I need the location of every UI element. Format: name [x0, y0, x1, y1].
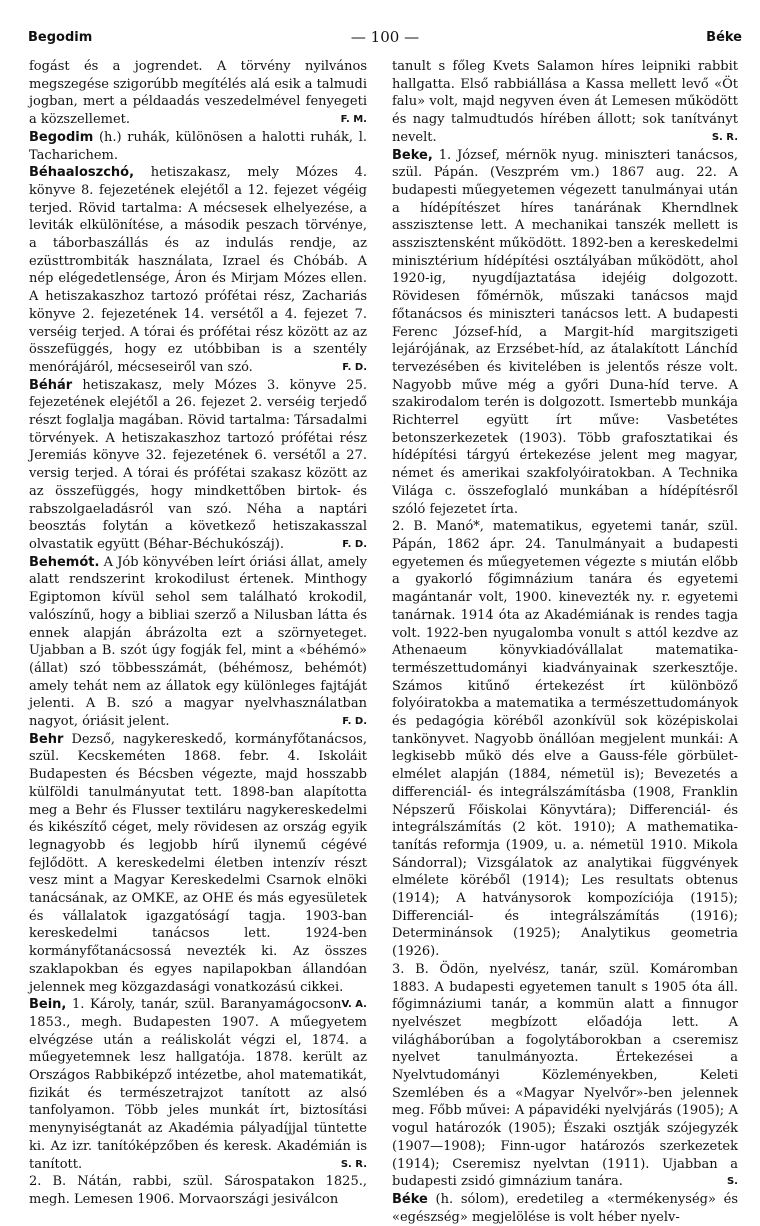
entry-bekehsolom: [392, 1191, 738, 1226]
author-signature: S.: [726, 1176, 738, 1188]
page-header: [28, 30, 742, 52]
entry-begodim: [29, 129, 367, 164]
entry-behemot: [29, 554, 367, 731]
left-column: [29, 58, 367, 1209]
entry-intro: [29, 58, 367, 129]
entry-text: tanult s főleg Kvets Salamon híres leipniki rabbit hallgatta. Első rabbiállása a Kassa mellett levő «Öt falu» volt, majd negyven éven át Lemesen működött és nagy talmudtudós hírében állott; sok tanítványt nevelt.: [392, 59, 738, 145]
entry-behaaloszcho: [29, 164, 367, 376]
entry-beke3: [392, 961, 738, 1191]
entry-text: (h. sólom), eredetileg a «termékenység» és «egészség» megjelölése is volt héber nyelv-: [392, 1192, 738, 1225]
entry-beke2: [392, 518, 738, 961]
entry-bein: [29, 996, 367, 1173]
entry-text: Dezső, nagykereskedő, kormányfőtanácsos, szül. Kecskeméten 1868. febr. 4. Iskoláit Budapesten és Bécsben végezte, majd hosszabb külföldi tanulmányutat tett. 1898-ban alapította meg a Behr és Flusser textiláru nagykereskedelmi és kikészítő céget, mely rövidesen az ország egyik legnagyobb és legjobb hírű ilynemű cégévé fejlődött. A kereskedelmi életben intenzív részt vesz mint a Magyar Kereskedelmi Csarnok elnöki tanácsának, az OMKE, az OHE és más egyesületek és vállalatok igazgatóságí tagja. 1903-ban kereskedelmi tanácsos lett. 1924-ben kormányfőtanácsossá nevezték ki. Az összes szaklapokban és egyes napilapokban állandóan jelennek meg közgazdasági vonatkozású cikkei.: [29, 731, 367, 995]
entry-headword: Behr: [29, 731, 64, 747]
entry-headword: Begodim: [29, 129, 94, 145]
entry-text: 1. Károly, tanár, szül. Baranyamágocson 1853., megh. Budapesten 1907. A műegyetem elvégzése után a reáliskolát végzi el, 1874. a műegyetemnek lesz hallgatója. 1878. került az Országos Rabbiképző intézetbe, ahol matematikát, fizikát és természetrajzot tanított az alsó tanfolyamon. Több jeles munkát írt, biztosítási menynyiségtanát az Akadémia pályadíjjal tüntette ki. Az izr. tanítóképzőben és keresk. Akadémián is tanított.: [29, 997, 367, 1172]
author-signature: F. D.: [342, 538, 367, 550]
entry-text: (h.) ruhák, különösen a halotti ruhák, l. Tacharichem.: [29, 129, 367, 163]
entry-beke1: [392, 147, 738, 519]
entry-text: 2. B. Nátán, rabbi, szül. Sárospatakon 1825., megh. Lemesen 1906. Morvaországi jesiválcon: [29, 1174, 367, 1207]
entry-headword: Béhár: [29, 377, 73, 393]
author-signature: F. M.: [340, 114, 367, 126]
entry-text: hetiszakasz, mely Mózes 4. könyve 8. fejezetének elejétől a 12. fejezet végéig terjed. Rövid tartalma: A mécsesek elhelyezése, a leviták elkülönítése, a második peszach törvénye, a táborbaszállás és az indulás rendje, az ezüsttrombiták használata, Izrael és Chóbáb. A nép elégedetlensége, Áron és Mirjam Mózes ellen. A hetiszakaszhoz tartozó prófétai rész, Zachariás könyve 2. fejezetének 14. versétől a 4. fejezet 7. verséig terjed. A tórai és prófétai rész között az az összefüggés, hogy ez utóbbiban is a szentély menórájáról, mécseseiről van szó.: [29, 165, 367, 375]
author-signature: S. R.: [340, 1158, 367, 1170]
right-column: [392, 58, 738, 1226]
author-signature: V. A.: [341, 999, 367, 1011]
entry-text: A Jób könyvében leírt óriási állat, amely alatt rendszerint krokodilust értenek. Minthogy Egiptomon kívül sehol sem található krokodil, valószínű, hogy a bibliai szerző a Nilusban látta és ennek alapján ábrázolta ezt a szörnyeteget. Ujabban a B. szót úgy fogják fel, mint a «béhémó» (állat) szó többesszámát, (béhémosz, behémót) amely tehát nem az állatok egy különleges fajtáját jelenti. A B. szó a magyar nyelvhasználatban nagyot, óriásit jelent.: [29, 554, 367, 730]
entry-headword: Behemót.: [29, 554, 100, 570]
entry-text: 3. B. Ödön, nyelvész, tanár, szül. Komáromban 1883. A budapesti egyetemen tanult s 1905 óta áll. főgimnáziumi tanár, a kommün alatt a finnugor nyelvészet megbízott előadója lett. A világháborúban a fogolytáborokban a cseremisz nyelvet tanulmányozta. Értekezései a Nyelvtudományi Közleményekben, Keleti Szemlében és a «Magyar Nyelvőr»-ben jelennek meg. Főbb művei: A pápavidéki nyelvjárás (1905); A vogul határozók (1905); Északi osztják szójegyzék (1907—1908); Finn-ugor határozós szerkezetek (1914); Cseremisz nyelvtan (1911). Ujabban a budapesti zsidó gimnázium tanára.: [392, 961, 738, 1190]
header-right-catchword: Béke: [706, 30, 742, 45]
entry-headword: Béhaaloszchó,: [29, 165, 135, 181]
entry-text: fogást és a jogrendet. A törvény nyilvános megszegése szigorúbb megítélés alá esik a talmudi jogban, mert a példaadás veszedelmével fenyegeti a közszellemet.: [29, 59, 367, 128]
entry-behar: [29, 377, 367, 554]
entry-headword: Bein,: [29, 997, 67, 1013]
page-number: — 100 —: [350, 28, 420, 46]
author-signature: F. D.: [342, 361, 367, 373]
entry-text: 2. B. Manó*, matematikus, egyetemi tanár, szül. Pápán, 1862 ápr. 24. Tanulmányait a budapesti egyetemen és műegyetemen végezte s miután előbb a gyakorló főgimnázium tanára és egyetemi magántanár volt, 1900. kinevezték ny. r. egyetemi tanárnak. 1914 óta az Akadémiának is rendes tagja volt. 1922-ben nyugalomba vonult s attól kezdve az Athenaeum könyvkiadóvállalat matematika-természettudományi kiadványainak szerkesztője. Számos kitűnő értekezést írt különböző folyóiratokba a matematika a természettudományok és pedagógia köréből azonkívül sok középiskolai tankönyvet. Nagyobb önállóan megjelent munkái: A legkisebb műkö dés elve a Gauss-féle görbület-elmélet alapján (1884, németül is); Bevezetés a differenciál- és integrálszámításba (1908, Franklin Népszerű Főiskolai Könyvtára); Differenciál- és integrálszámítás (2 köt. 1910); A mathematika-tanítás reformja (1909, u. a. németül 1910. Mikola Sándorral); Vizsgálatok az analytikai függvények elmélete köréből (1914); Les resultats obtenus (1914); A hatványsorok kompozíciója (1915); Differenciál- és integrálszámítás (1916); Determinánsok (1925); Analytikus geometria (1926).: [392, 519, 738, 960]
entry-bein2: [29, 1173, 367, 1208]
author-signature: S. R.: [711, 131, 738, 143]
author-signature: F. D.: [342, 716, 367, 728]
entry-text: hetiszakasz, mely Mózes 3. könyve 25. fejezetének elejétől a 26. fejezet 2. verséig terjedő részt foglalja magában. Rövid tartalma: Társadalmi törvények. A hetiszakaszhoz tartozó prófétai rész Jeremiás könyve 32. fejezetének 6. versétől a 27. versig terjed. A tórai és prófétai szakasz között az az összefüggés, hogy mindkettőben birtok- és rabszolgaeladásról van szó. Néha a naptári beosztás folytán a következő hetiszakasszal olvastatik együtt (Béhar-Béchukószáj).: [29, 377, 367, 552]
header-left-catchword: Begodim: [28, 30, 93, 45]
entry-bein2cont: [392, 58, 738, 147]
entry-text: 1. József, mérnök nyug. miniszteri tanácsos, szül. Pápán. (Veszprém vm.) 1867 aug. 22. A budapesti műegyetemen végezett tanulmányai után a hídépítészet híres tanárának Kherndlnek asszisztense lett. A mechanikai tanszék mellett is asszisztensként működött. 1892-ben a kereskedelmi minisztérium hídépítési osztályában működött, ahol 1920-ig, nyugdíjaztatása idejéig dolgozott. Rövidesen főmérnök, műszaki tanácsos majd főtanácsos és miniszteri tanácsos lett. A budapesti Ferenc József-híd, a Margit-híd margitszigeti lejárójának, az Erzsébet-híd, az átalakított Lánchíd tervezésében és kivitelében is jelentős része volt. Nagyobb műve még a győri Duna-híd terve. A szakirodalom terén is dolgozott. Ismertebb munkája Richterrel együtt írt műve: Vasbetétes betonszerkezetek (1903). Több grafosztatikai és hídépítési tárgyú értekezése jelent meg magyar, német és amerikai szakfolyóiratokban. A Technika Világa c. összefoglaló munkában a hídépítésről szóló fejezetet írta.: [392, 147, 738, 517]
entry-headword: Beke,: [392, 147, 433, 163]
entry-headword: Béke: [392, 1192, 428, 1207]
